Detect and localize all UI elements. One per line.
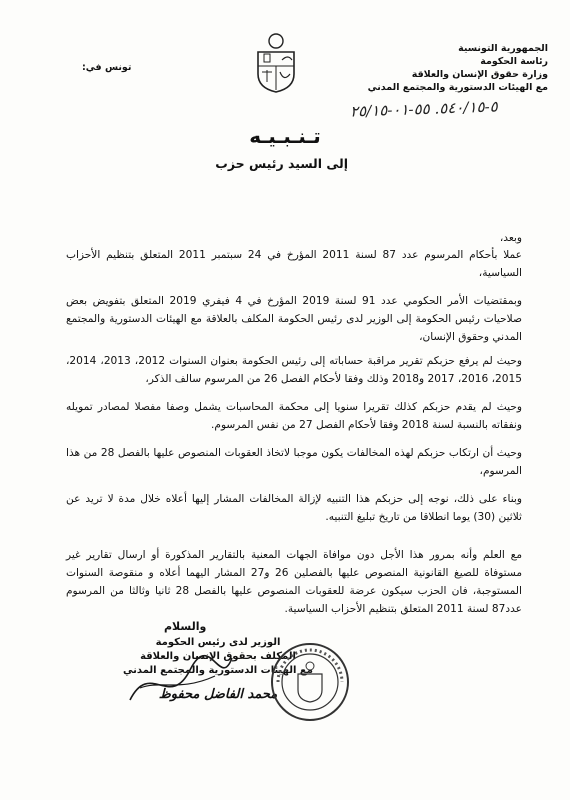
coat-of-arms-emblem: [250, 32, 302, 94]
handwritten-signature: [120, 640, 240, 720]
paragraph-2: وبمقتضيات الأمر الحكومي عدد 91 لسنة 2019 المؤرخ في 4 فيفري 2019 المتعلق بتفويض بعض صلاحيات رئيس الحكومة إلى الوزير لدى رئيس الحكومة المكلف بالعلاقة مع الهيئات الدستورية والمجتمع المدني وحقوق الإنسان،: [66, 295, 522, 343]
reference-number: ٥-٥٤٠/١٥. ٥٥-٠١-٢٥/١٥: [349, 97, 498, 121]
paragraph-4: وحيث لم يقدم حزبكم كذلك تقريرا سنويا إلى محكمة المحاسبات يشمل وصفا مفصلا لمصادر تمويله ونفقاته بالنسبة لسنة 2018 وفقا لأحكام الفصل 27 من نفس المرسوم.: [66, 401, 522, 431]
signatory-role-3: مع الهيئات الدستورية والمجتمع المدني: [123, 665, 313, 676]
paragraph-6: وبناء على ذلك، نوجه إلى حزبكم هذا التنبيه لإزالة المخالفات المشار إليها أعلاه خلال مدة لا تريد عن ثلاثين (30) يوما انطلاقا من تاريخ تبليغ التنبيه.: [66, 493, 522, 523]
presidency-line: رئاسة الحكومة: [480, 56, 548, 67]
opening-word: وبعد،: [499, 232, 522, 244]
paragraph-3: وحيث لم يرفع حزبكم تقرير مراقبة حساباته إلى رئيس الحكومة بعنوان السنوات 2012، 2013، 2014، 2015، 2016، 2017 و2018 وذلك وفقا لأحكام الفصل 26 من المرسوم سالف الذكر،: [66, 355, 522, 385]
issuer-header: [338, 42, 548, 94]
signatory-name: محمد الفاضل محفوظ: [158, 687, 278, 702]
addressee-line: إلى السيد رئيس حزب: [215, 156, 348, 171]
paragraph-5: وحيث أن ارتكاب حزبكم لهذه المخالفات يكون موجبا لاتخاذ العقوبات المنصوص عليها بالفصل 28 من هذا المرسوم،: [66, 447, 522, 477]
paragraph-1: عملا بأحكام المرسوم عدد 87 لسنة 2011 المؤرخ في 24 سبتمبر 2011 المتعلق بتنظيم الأحزاب السياسية،: [66, 249, 522, 279]
closing-salutation: والسلام: [164, 620, 207, 633]
ministry-line-1: وزارة حقوق الإنسان والعلاقة: [411, 69, 548, 80]
official-stamp-icon: [268, 640, 352, 724]
document-title: تـنـبـيـه: [249, 124, 321, 148]
republic-line: الجمهورية التونسية: [458, 43, 548, 54]
signatory-role-2: المكلف بحقوق الإنسان والعلاقة: [140, 651, 296, 662]
ministry-line-2: مع الهيئات الدستورية والمجتمع المدني: [367, 82, 548, 93]
paragraph-7: مع العلم وأنه بمرور هذا الأجل دون موافاة الجهات المعنية بالتقارير المذكورة أو ارسال تقارير غير مستوفاة للصيغ القانونية المنصوص عليها بالفصلين 26 و27 المشار اليهما أعلاه و منقوصة السنوات المستوجبة، فان الحزب سيكون عرضة للعقوبات المنصوص عليها بالفصل 28 ثانيا وثالثا من المرسوم عدد87 لسنة 2011 المتعلق بتنظيم الأحزاب السياسية.: [66, 549, 522, 615]
place-date-label: تونس في:: [82, 62, 132, 73]
signatory-role-1: الوزير لدى رئيس الحكومة: [155, 637, 281, 648]
